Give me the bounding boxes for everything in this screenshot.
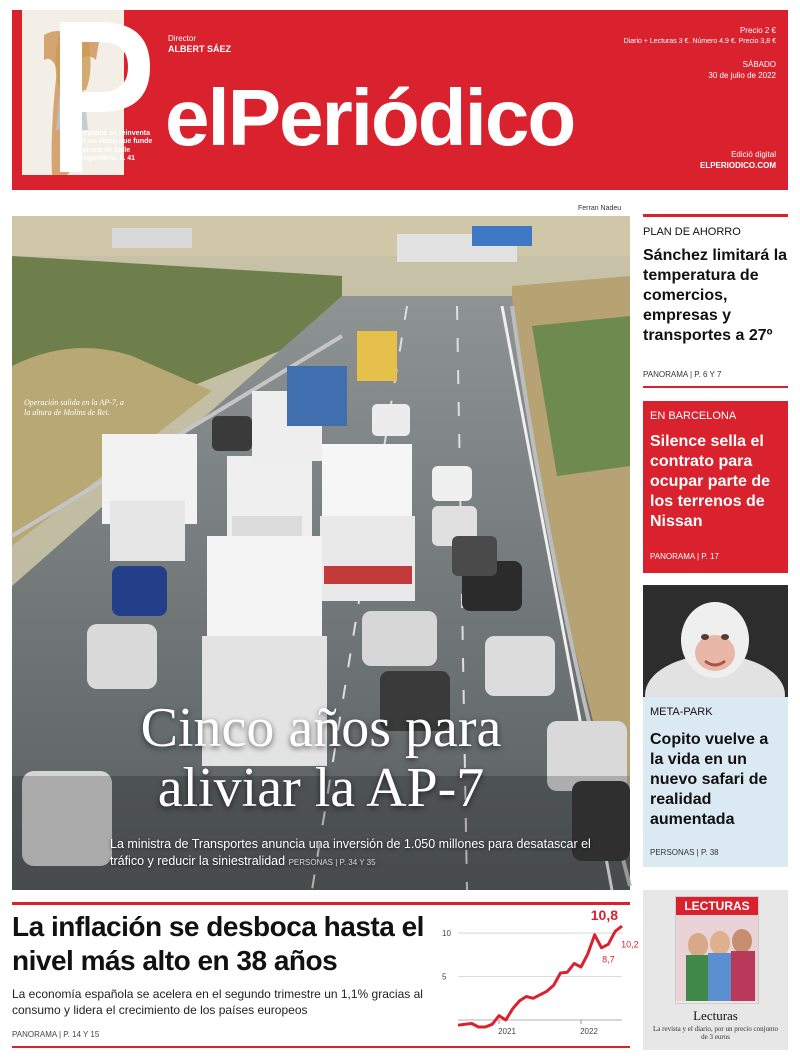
chart-grid [458,933,622,1024]
date-label: 30 de julio de 2022 [708,71,776,80]
section-rule [12,902,630,905]
main-headline[interactable] [12,698,630,818]
photo-caption: Operación salida en la AP-7, a la altura de Molins de Rei. [24,398,124,417]
main-page-ref[interactable]: PERSONAS | P. 34 Y 35 [288,858,376,867]
inflation-page-ref[interactable]: PANORAMA | P. 14 Y 15 [12,1030,100,1039]
chart-value-label: 10,2 [621,939,639,950]
sidebar-rule [643,386,788,388]
chart-x-tick-label: 2021 [498,1027,516,1036]
sidebar-headline[interactable]: Sánchez limitará la temperatura de comercios, empresas y transportes a 27º [643,247,788,344]
website-link[interactable]: ELPERIODICO.COM [699,161,776,170]
day-label: SÁBADO [742,60,776,69]
inflation-deck: La economía española se acelera en el segundo trimestre un 1,1% gracias al consumo y lidera el crecimiento de los países europeos [12,987,423,1017]
magazine-cover[interactable] [675,896,759,1004]
chart-value-label: 8,7 [602,954,615,965]
magazine-cover-title: LECTURAS [676,897,758,915]
edition-label: Edició digital [731,150,776,159]
inflation-chart [440,907,639,1042]
bottom-rule [12,1046,630,1048]
sidebar-rule [643,214,788,217]
photo-credit: Ferran Nadeu [578,205,622,212]
chart-y-tick-label: 5 [442,972,447,982]
price-detail: Diario + Lecturas 3 €. Número 4.9 €. Precio 3,8 € [623,38,776,45]
newspaper-logo[interactable]: elPeriódico [165,73,575,162]
magazine-note: La revista y el diario, por un precio conjunto de 3 euros [653,1025,778,1041]
sidebar-headline[interactable]: Silence sella el contrato para ocupar parte de los terrenos de Nissan [650,433,771,530]
gorilla-photo[interactable] [643,585,788,697]
director-name: ALBERT SÁEZ [168,44,231,54]
main-headline-line1: Cinco años para [140,697,502,759]
chart-x-tick-label: 2022 [580,1027,598,1036]
main-deck [110,836,620,871]
sidebar-headline[interactable]: Copito vuelve a la vida en un nuevo safari de realidad aumentada [650,731,769,828]
sidebar-page-ref[interactable]: PANORAMA | P. 6 Y 7 [643,370,722,379]
sidebar-page-ref[interactable]: PERSONAS | P. 38 [650,848,719,857]
chart-value-label: 10,8 [590,907,618,924]
sidebar-section-label: META-PARK [650,706,713,718]
teaser-text[interactable]: Beyoncé se reinventa en un disco que funde música de baile cinguntería. P. 41 [78,130,153,163]
sidebar-section-label: PLAN DE AHORRO [643,226,741,238]
main-headline-line2: aliviar la AP-7 [157,757,485,819]
price-line: Precio 2 € [739,26,776,35]
chart-y-tick-label: 10 [442,929,451,939]
chart-labels [442,907,639,1036]
main-deck-text: La ministra de Transportes anuncia una inversión de 1.050 millones para desatascar el tráfico y reducir la siniestralidad [110,837,591,868]
magazine-label: Lecturas [693,1008,738,1023]
sidebar-page-ref[interactable]: PANORAMA | P. 17 [650,552,719,561]
sidebar-section-label: EN BARCELONA [650,410,737,422]
director-label: Director [168,34,197,43]
inflation-headline[interactable]: La inflación se desboca hasta el nivel más alto en 38 años [12,911,424,976]
